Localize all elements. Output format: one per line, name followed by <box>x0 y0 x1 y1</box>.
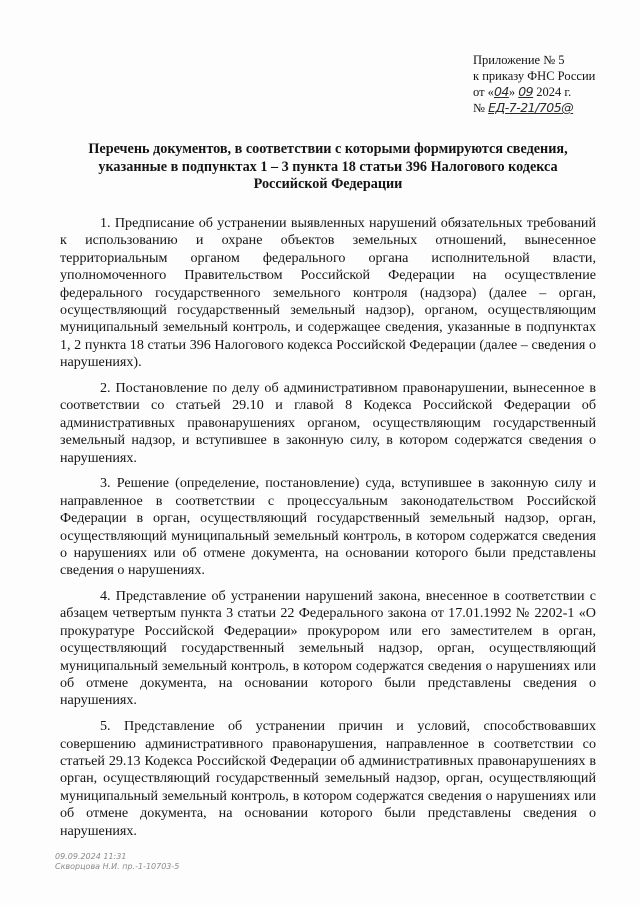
print-author: Скворцова Н.И. пр.-1-10703-5 <box>55 862 180 871</box>
list-item: 5. Представление об устранении причин и условий, способствовавших совершению административного правонарушения, направленное в соответствии со статьей 29.13 Кодекса Российской Федерации об административных правонарушениях в орган, осуществляющий государственный земельный надзор, орган, осуществляющий муниципальный земельный контроль, в котором содержатся сведения о нарушениях или об отмене документа, на основании которого были представлены сведения о нарушениях. <box>60 718 596 839</box>
appendix-number: Приложение № 5 <box>473 53 565 67</box>
order-reference: к приказу ФНС России <box>473 69 596 83</box>
document-title: Перечень документов, в соответствии с которыми формируются сведения, указанные в подпунктах 1 – 3 пункта 18 статьи 396 Налогового кодекса Российской Федерации <box>88 141 568 192</box>
handwritten-month: 09 <box>518 84 534 99</box>
document-body <box>60 215 596 848</box>
order-date: от «04» 09 2024 г. <box>473 84 572 99</box>
list-item: 1. Предписание об устранении выявленных нарушений обязательных требований к использованию и охране объектов земельных отношений, вынесенное территориальным органом федерального органа исполнительной власти, уполномоченного Правительством Российской Федерации на осуществление федерального государственного земельного контроля (надзора) (далее – орган, осуществляющий государственный земельный надзор), органом, осуществляющим муниципальный земельный контроль, и содержащее сведения, указанные в подпунктах 1, 2 пункта 18 статьи 396 Налогового кодекса Российской Федерации (далее – сведения о нарушениях). <box>60 215 596 371</box>
handwritten-day: 04 <box>493 84 509 99</box>
order-number: № ЕД-7-21/705@ <box>473 100 574 115</box>
appendix-header <box>473 52 633 116</box>
list-item: 4. Представление об устранении нарушений закона, внесенное в соответствии с абзацем четвертым пункта 3 статьи 22 Федерального закона от 17.01.1992 № 2202-1 «О прокуратуре Российской Федерации» прокурором или его заместителем в орган, осуществляющий государственный земельный надзор, орган, осуществляющий муниципальный земельный контроль, в котором содержатся сведения о нарушениях или об отмене документа, на основании которого были представлены сведения о нарушениях. <box>60 588 596 709</box>
handwritten-number: ЕД-7-21/705@ <box>488 100 574 115</box>
list-item: 3. Решение (определение, постановление) суда, вступившее в законную силу и направленное в соответствии с процессуальным законодательством Российской Федерации в орган, осуществляющий государственный земельный надзор, орган, осуществляющий муниципальный земельный контроль, в котором содержатся сведения о нарушениях или об отмене документа, на основании которого были представлены сведения о нарушениях. <box>60 475 596 579</box>
list-item: 2. Постановление по делу об административном правонарушении, вынесенное в соответствии со статьей 29.10 и главой 8 Кодекса Российской Федерации об административных правонарушениях органом, осуществляющим государственный земельный надзор, и вступившее в законную силу, в котором содержатся сведения о нарушениях. <box>60 379 596 466</box>
print-timestamp: 09.09.2024 11:31 <box>55 852 127 861</box>
print-footer <box>55 852 179 872</box>
